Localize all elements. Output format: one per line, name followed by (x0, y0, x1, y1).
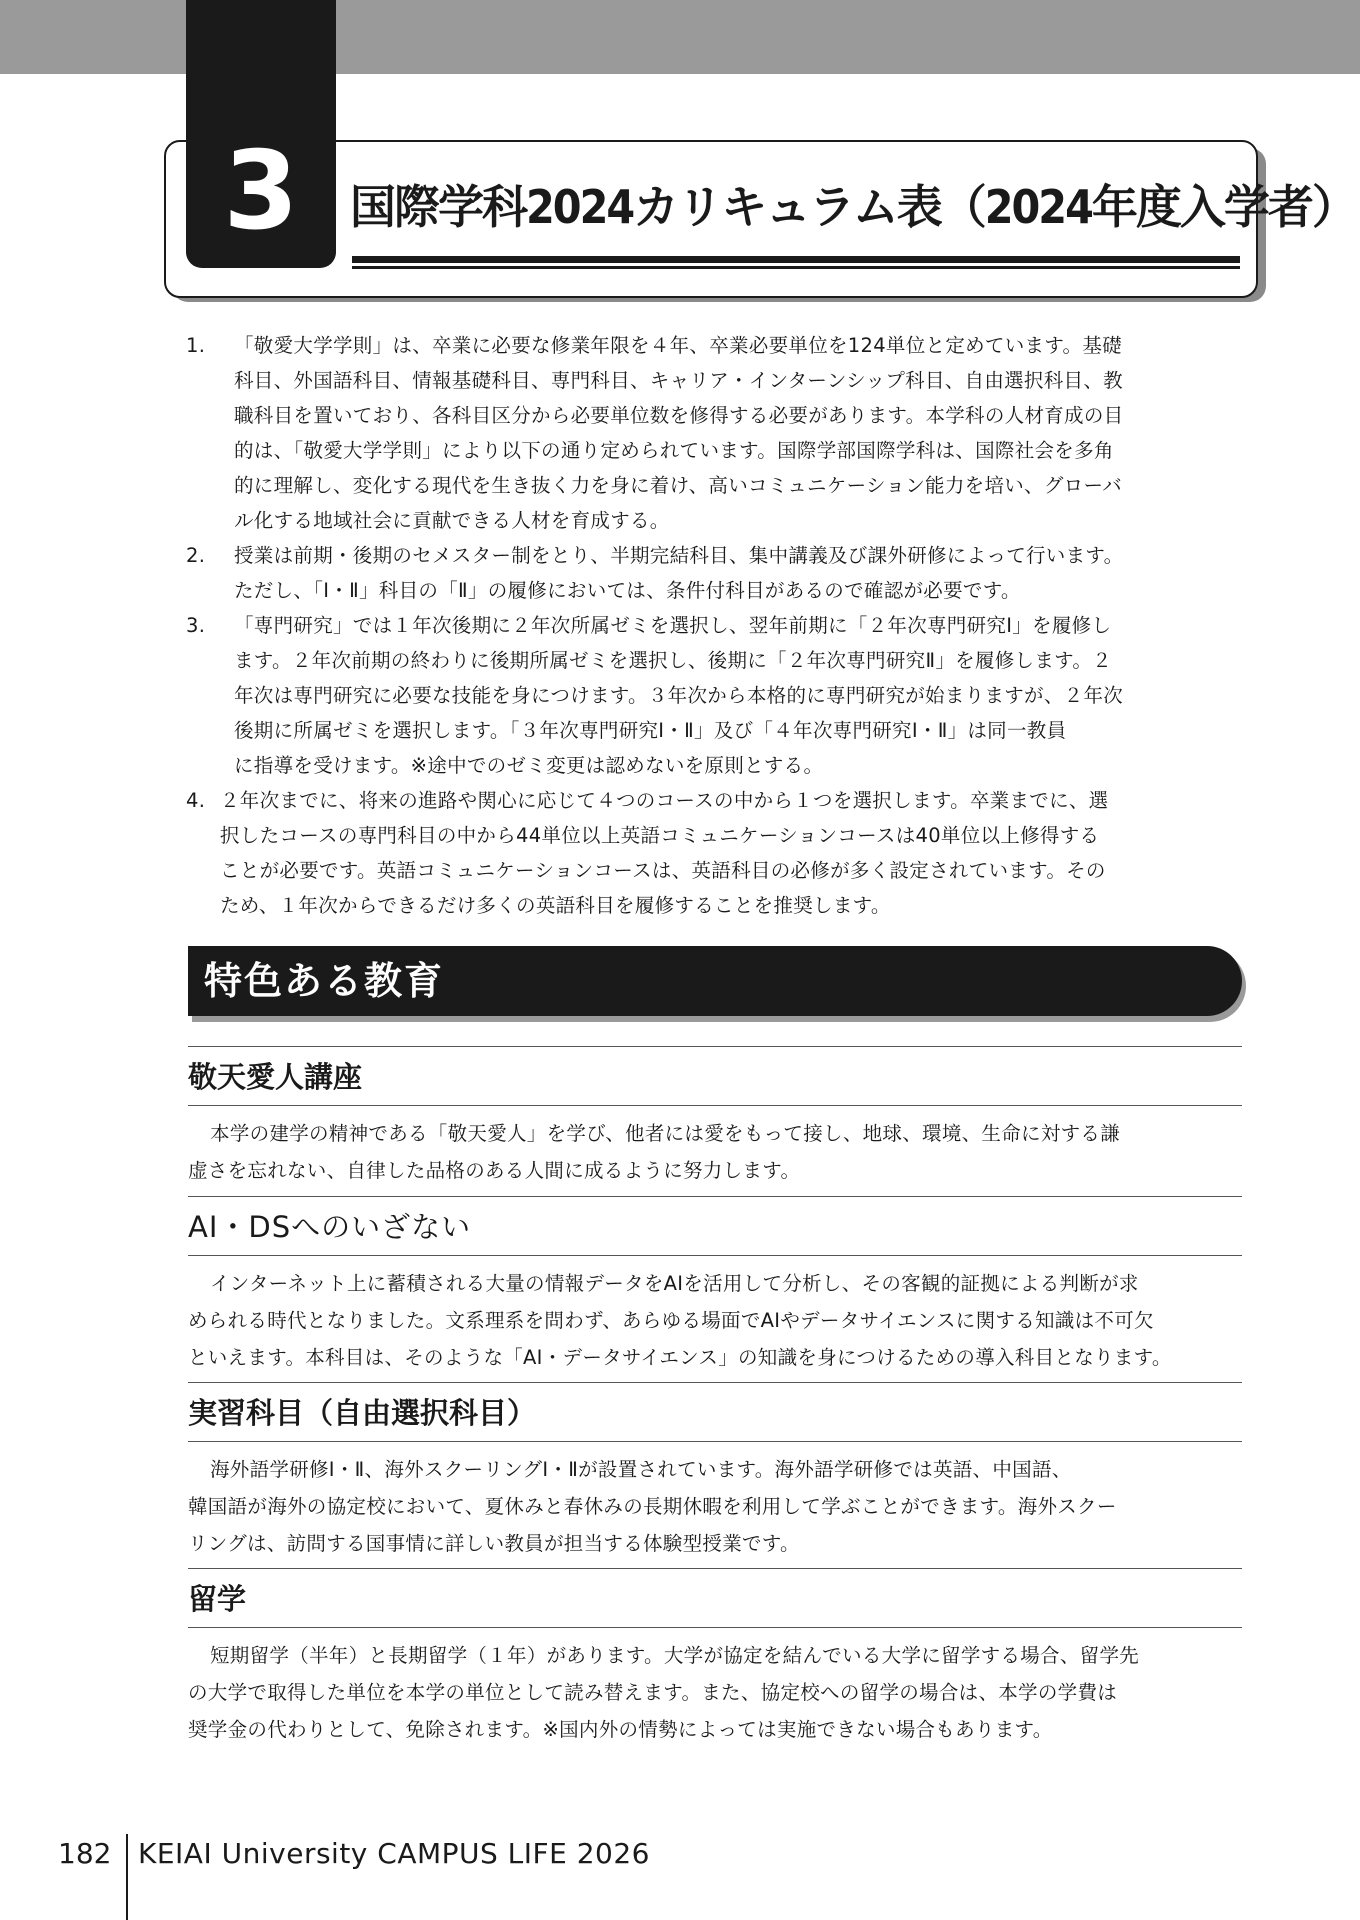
section-body (188, 1256, 1242, 1376)
note-line: 授業は前期・後期のセメスター制をとり、半期完結科目、集中講義及び課外研修によって行います。 (234, 544, 1124, 567)
note-line: 的は、「敬愛大学学則」により以下の通り定められています。国際学部国際学科は、国際社会を多角 (234, 439, 1114, 462)
note-number: 2. (186, 544, 206, 567)
feature-section (188, 1568, 1242, 1748)
note-item (186, 783, 1246, 923)
feature-section (188, 1196, 1242, 1376)
section-heading: 敬天愛人講座 (188, 1046, 1242, 1106)
note-line: ことが必要です。英語コミュニケーションコースは、英語科目の必修が多く設定されています。その (220, 859, 1106, 882)
note-number: 3. (186, 614, 206, 637)
note-line: ため、１年次からできるだけ多くの英語科目を履修することを推奨します。 (220, 894, 891, 917)
note-item (186, 328, 1246, 538)
chapter-number: 3 (223, 129, 299, 254)
note-line: 後期に所属ゼミを選択します。「３年次専門研究Ⅰ・Ⅱ」及び「４年次専門研究Ⅰ・Ⅱ」は同一教員 (234, 719, 1067, 742)
note-item (186, 538, 1246, 608)
body-line: リングは、訪問する国事情に詳しい教員が担当する体験型授業です。 (188, 1532, 800, 1555)
note-line: 科目、外国語科目、情報基礎科目、専門科目、キャリア・インターンシップ科目、自由選択科目、教 (234, 369, 1123, 392)
curriculum-notes (186, 328, 1246, 923)
section-heading: 留学 (188, 1568, 1242, 1628)
body-line: といえます。本科目は、そのような「AI・データサイエンス」の知識を身につけるための導入科目となります。 (188, 1346, 1172, 1369)
chapter-title: 国際学科2024カリキュラム表（2024年度入学者） (350, 180, 1356, 234)
body-line: 虚さを忘れない、自律した品格のある人間に成るように努力します。 (188, 1159, 801, 1182)
section-body (188, 1628, 1242, 1748)
body-line: 奨学金の代わりとして、免除されます。※国内外の情勢によっては実施できない場合もあります。 (188, 1718, 1053, 1741)
body-line: められる時代となりました。文系理系を問わず、あらゆる場面でAIやデータサイエンスに関する知識は不可欠 (188, 1309, 1154, 1332)
section-body (188, 1442, 1242, 1562)
body-line: インターネット上に蓄積される大量の情報データをAIを活用して分析し、その客観的証拠による判断が求 (210, 1272, 1139, 1295)
note-line: に指導を受けます。※途中でのゼミ変更は認めないを原則とする。 (234, 754, 824, 777)
body-line: の大学で取得した単位を本学の単位として読み替えます。また、協定校への留学の場合は、本学の学費は (188, 1681, 1118, 1704)
note-line: ます。２年次前期の終わりに後期所属ゼミを選択し、後期に「２年次専門研究Ⅱ」を履修します。２ (234, 649, 1112, 672)
section-body (188, 1106, 1242, 1189)
title-underline-thick (352, 256, 1240, 263)
note-line: 択したコースの専門科目の中から44単位以上英語コミュニケーションコースは40単位以上修得する (220, 824, 1100, 847)
section-heading: 実習科目（自由選択科目） (188, 1382, 1242, 1442)
note-line: 年次は専門研究に必要な技能を身につけます。３年次から本格的に専門研究が始まりますが、２年次 (234, 684, 1124, 707)
body-line: 本学の建学の精神である「敬天愛人」を学び、他者には愛をもって接し、地球、環境、生命に対する謙 (210, 1122, 1121, 1145)
note-line: ル化する地域社会に貢献できる人材を育成する。 (234, 509, 670, 532)
section-heading: AI・DSへのいざない (188, 1196, 1242, 1256)
note-line: 「専門研究」では１年次後期に２年次所属ゼミを選択し、翌年前期に「２年次専門研究Ⅰ」を履修し (234, 614, 1112, 637)
feature-section (188, 1046, 1242, 1189)
note-number: 4. (186, 789, 206, 812)
note-line: 「敬愛大学学則」は、卒業に必要な修業年限を４年、卒業必要単位を124単位と定めています。基礎 (234, 334, 1122, 357)
title-underline-thin (352, 266, 1240, 269)
note-line: 的に理解し、変化する現代を生き抜く力を身に着け、高いコミュニケーション能力を培い、グローバ (234, 474, 1123, 497)
note-item (186, 608, 1246, 783)
note-line: ただし、「Ⅰ・Ⅱ」科目の「Ⅱ」の履修においては、条件付科目があるので確認が必要です。 (234, 579, 1021, 602)
footer-divider (126, 1834, 128, 1920)
body-line: 短期留学（半年）と長期留学（１年）があります。大学が協定を結んでいる大学に留学する場合、留学先 (210, 1644, 1140, 1667)
note-line: ２年次までに、将来の進路や関心に応じて４つのコースの中から１つを選択します。卒業までに、選 (220, 789, 1109, 812)
body-line: 韓国語が海外の協定校において、夏休みと春休みの長期休暇を利用して学ぶことができます。海外スクー (188, 1495, 1117, 1518)
body-line: 海外語学研修Ⅰ・Ⅱ、海外スクーリングⅠ・Ⅱが設置されています。海外語学研修では英語、中国語、 (210, 1458, 1072, 1481)
note-number: 1. (186, 334, 206, 357)
footer-publication: KEIAI University CAMPUS LIFE 2026 (138, 1837, 650, 1870)
feature-section (188, 1382, 1242, 1562)
banner-title: 特色ある教育 (204, 959, 445, 1003)
note-line: 職科目を置いており、各科目区分から必要単位数を修得する必要があります。本学科の人材育成の目 (234, 404, 1124, 427)
page-number: 182 (58, 1837, 112, 1870)
